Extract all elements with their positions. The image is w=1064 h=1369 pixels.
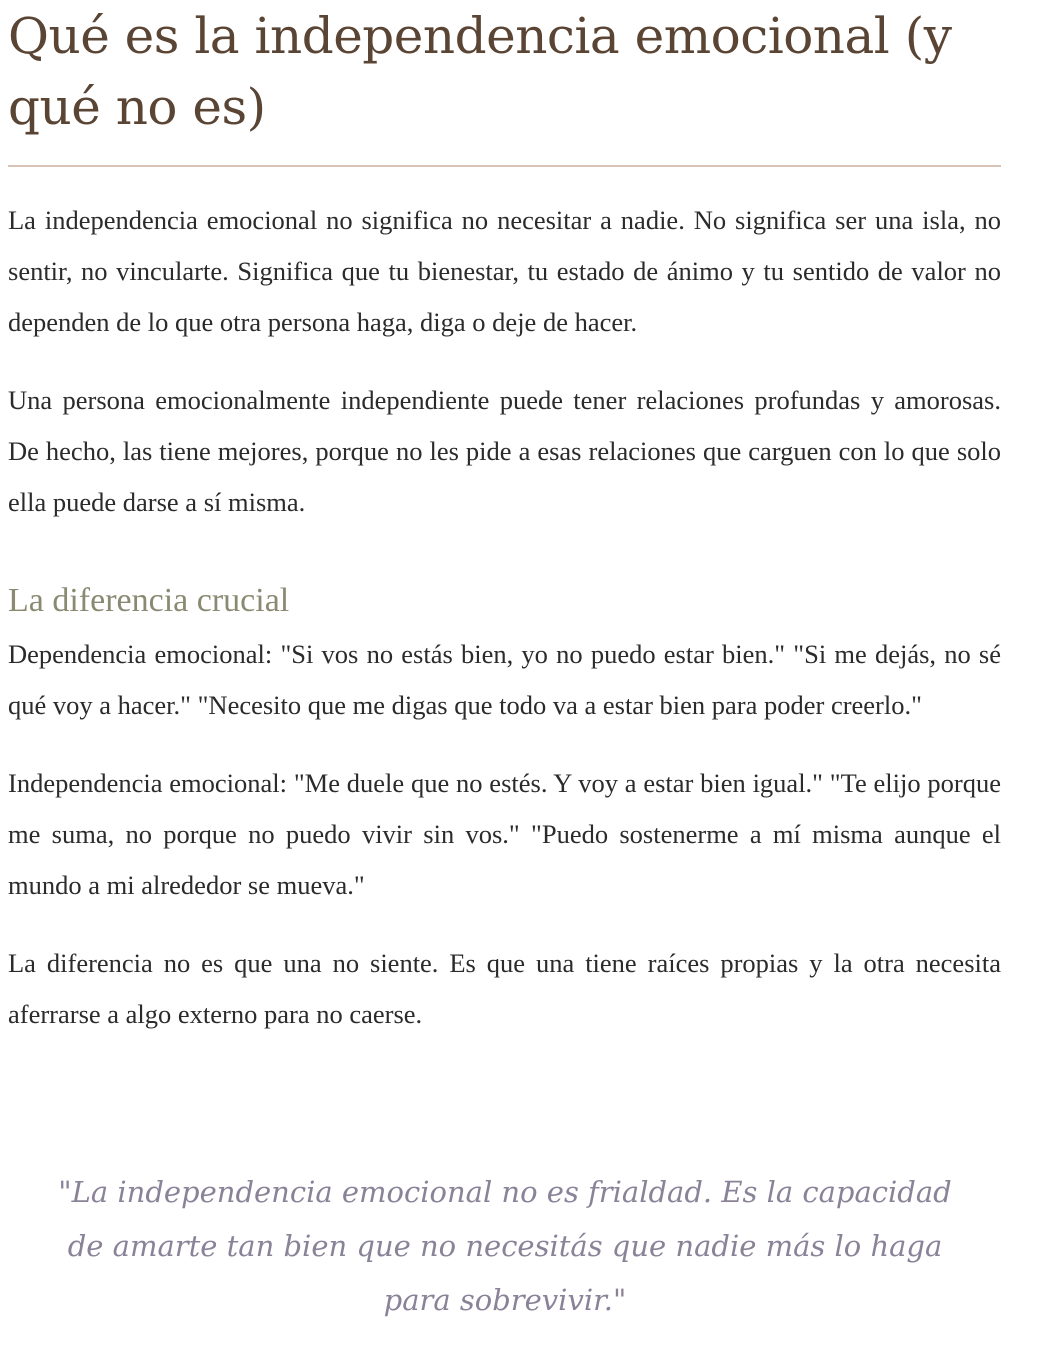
paragraph-dependence: Dependencia emocional: "Si vos no estás bien, yo no puedo estar bien." "Si me dejás, no sé qué voy a hacer." "Necesito que me digas que todo va a estar bien para poder creerlo." [8, 639, 1001, 720]
page-title: Qué es la independencia emocional (y qué no es) [8, 7, 952, 136]
title-divider [8, 165, 1001, 167]
paragraph-independence: Independencia emocional: "Me duele que no estés. Y voy a estar bien igual." "Te elijo porque me suma, no porque no puedo vivir sin vos." "Puedo sostenerme a mí misma aunque el mundo a mi alrededor se mueva." [8, 768, 1001, 900]
section-heading: La diferencia crucial [8, 582, 290, 619]
paragraph-intro-2: Una persona emocionalmente independiente puede tener relaciones profundas y amorosas. De hecho, las tiene mejores, porque no les pide a esas relaciones que carguen con lo que solo ella puede darse a sí misma. [8, 385, 1001, 517]
paragraph-difference: La diferencia no es que una no siente. Es que una tiene raíces propias y la otra necesita aferrarse a algo externo para no caerse. [8, 948, 1001, 1029]
article [8, 0, 1001, 1067]
pull-quote: "La independencia emocional no es frialdad. Es la capacidad de amarte tan bien que no necesitás que nadie más lo haga para sobrevivir." [58, 1175, 952, 1317]
paragraph-intro-1: La independencia emocional no significa no necesitar a nadie. No significa ser una isla, no sentir, no vincularte. Significa que tu bienestar, tu estado de ánimo y tu sentido de valor no dependen de lo que otra persona haga, diga o deje de hacer. [8, 205, 1001, 337]
